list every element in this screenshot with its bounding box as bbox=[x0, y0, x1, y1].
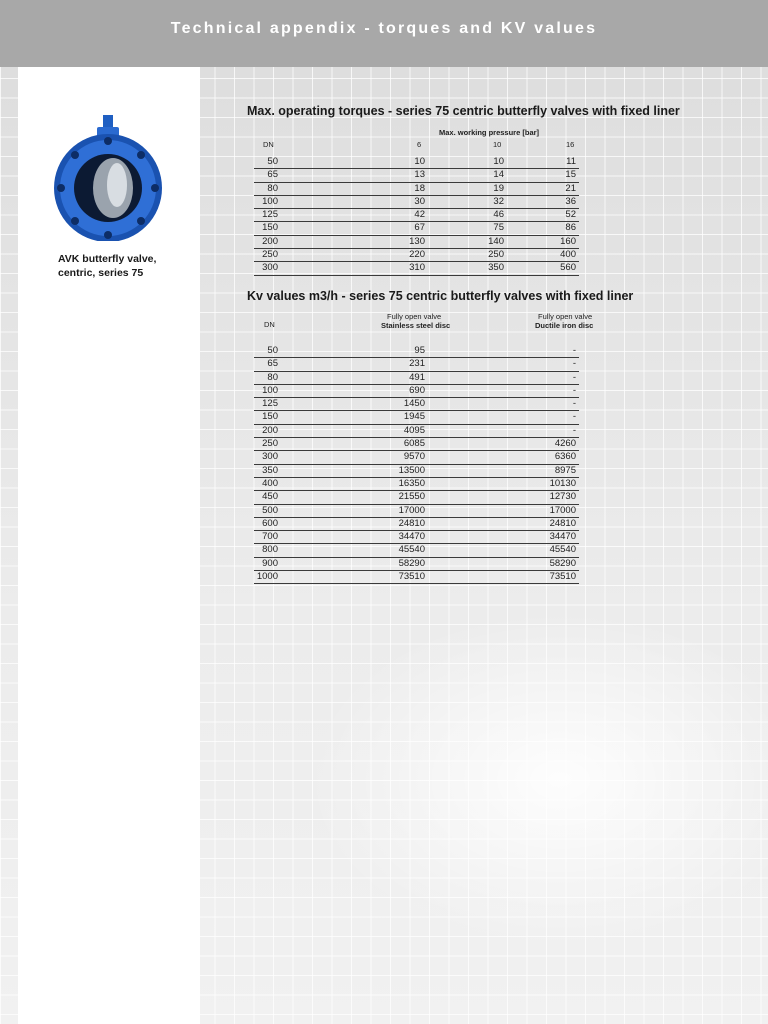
table-row bbox=[254, 438, 579, 451]
table-cell: 18 bbox=[414, 182, 425, 194]
table-cell: 30 bbox=[414, 195, 425, 207]
butterfly-valve-image bbox=[53, 115, 167, 241]
table-cell: 58290 bbox=[398, 557, 425, 569]
table-row bbox=[254, 156, 579, 169]
table-cell: 34470 bbox=[398, 531, 425, 543]
table-cell: - bbox=[572, 384, 576, 396]
table-cell: 600 bbox=[262, 517, 278, 529]
table-cell: 140 bbox=[488, 235, 504, 247]
table-cell: 52 bbox=[565, 209, 576, 221]
table-cell: 800 bbox=[262, 544, 278, 556]
table-cell: 45540 bbox=[549, 544, 576, 556]
table-cell: - bbox=[572, 358, 576, 370]
table-cell: 300 bbox=[262, 451, 278, 463]
kv-col2-bottom: Ductile iron disc bbox=[535, 321, 594, 330]
kv-table-title: Kv values m3/h - series 75 centric butterfly valves with fixed liner bbox=[247, 289, 634, 303]
table-cell: 80 bbox=[267, 371, 278, 383]
table-cell: 21 bbox=[565, 182, 576, 194]
table-row bbox=[254, 411, 579, 424]
table-cell: 65 bbox=[267, 169, 278, 181]
table-row bbox=[254, 345, 579, 358]
table-cell: 200 bbox=[262, 424, 278, 436]
table-cell: 100 bbox=[262, 195, 278, 207]
table-cell: 65 bbox=[267, 358, 278, 370]
table-cell: 250 bbox=[262, 438, 278, 450]
torque-col-6: 6 bbox=[417, 140, 422, 149]
kv-col-dn: DN bbox=[264, 320, 275, 329]
table-cell: 6360 bbox=[554, 451, 576, 463]
table-cell: 86 bbox=[565, 222, 576, 234]
table-cell: 14 bbox=[493, 169, 504, 181]
table-cell: 73510 bbox=[549, 571, 576, 583]
table-row bbox=[254, 478, 579, 491]
table-cell: 9570 bbox=[403, 451, 425, 463]
table-cell: 34470 bbox=[549, 531, 576, 543]
table-cell: 80 bbox=[267, 182, 278, 194]
table-cell: 24810 bbox=[398, 517, 425, 529]
caption-line-1: AVK butterfly valve, bbox=[58, 253, 157, 265]
table-cell: 300 bbox=[262, 262, 278, 274]
table-cell: - bbox=[572, 411, 576, 423]
table-row bbox=[254, 398, 579, 411]
table-cell: 13500 bbox=[398, 464, 425, 476]
table-cell: 17000 bbox=[398, 504, 425, 516]
table-cell: 350 bbox=[488, 262, 504, 274]
table-cell: 1000 bbox=[256, 571, 278, 583]
table-cell: 400 bbox=[262, 477, 278, 489]
table-cell: 1945 bbox=[403, 411, 425, 423]
table-cell: - bbox=[572, 398, 576, 410]
table-cell: 160 bbox=[560, 235, 576, 247]
table-row bbox=[254, 544, 579, 557]
table-cell: 67 bbox=[414, 222, 425, 234]
table-cell: 6085 bbox=[403, 438, 425, 450]
table-row bbox=[254, 531, 579, 544]
kv-col1-bottom: Stainless steel disc bbox=[381, 321, 451, 330]
table-cell: 21550 bbox=[398, 491, 425, 503]
table-cell: 1450 bbox=[403, 398, 425, 410]
table-cell: 500 bbox=[262, 504, 278, 516]
table-row bbox=[254, 236, 579, 249]
table-row bbox=[254, 183, 579, 196]
kv-col2-top: Fully open valve bbox=[538, 312, 593, 321]
caption-line-2: centric, series 75 bbox=[58, 267, 144, 279]
table-row bbox=[254, 249, 579, 262]
page-header bbox=[0, 0, 768, 67]
table-cell: 19 bbox=[493, 182, 504, 194]
table-cell: 58290 bbox=[549, 557, 576, 569]
torque-col-10: 10 bbox=[493, 140, 502, 149]
table-cell: 12730 bbox=[549, 491, 576, 503]
table-cell: 690 bbox=[409, 384, 425, 396]
table-cell: 45540 bbox=[398, 544, 425, 556]
table-cell: 310 bbox=[409, 262, 425, 274]
table-cell: 125 bbox=[262, 209, 278, 221]
table-row bbox=[254, 262, 579, 275]
torque-table bbox=[254, 156, 579, 276]
table-cell: 95 bbox=[414, 345, 425, 356]
table-cell: 4095 bbox=[403, 424, 425, 436]
torque-table-title: Max. operating torques - series 75 centric butterfly valves with fixed liner bbox=[247, 104, 680, 118]
table-row bbox=[254, 169, 579, 182]
table-cell: 125 bbox=[262, 398, 278, 410]
sidebar-panel bbox=[18, 67, 200, 1024]
valve-caption bbox=[58, 252, 198, 280]
table-cell: 50 bbox=[267, 345, 278, 356]
table-cell: 10130 bbox=[549, 477, 576, 489]
table-cell: 250 bbox=[262, 249, 278, 261]
table-cell: 250 bbox=[488, 249, 504, 261]
page-title: Technical appendix - torques and KV values bbox=[170, 20, 598, 37]
table-cell: 11 bbox=[566, 156, 576, 167]
table-row bbox=[254, 209, 579, 222]
table-cell: - bbox=[572, 345, 576, 356]
table-cell: 130 bbox=[409, 235, 425, 247]
table-cell: 42 bbox=[414, 209, 425, 221]
table-cell: 50 bbox=[267, 156, 278, 167]
table-row bbox=[254, 465, 579, 478]
table-cell: 36 bbox=[565, 195, 576, 207]
torque-col-dn: DN bbox=[263, 140, 274, 149]
table-cell: 32 bbox=[493, 195, 504, 207]
table-cell: 46 bbox=[493, 209, 504, 221]
table-cell: 560 bbox=[560, 262, 576, 274]
table-cell: 17000 bbox=[549, 504, 576, 516]
table-cell: 200 bbox=[262, 235, 278, 247]
table-row bbox=[254, 372, 579, 385]
table-row bbox=[254, 196, 579, 209]
table-row bbox=[254, 358, 579, 371]
table-cell: 15 bbox=[565, 169, 576, 181]
table-cell: 231 bbox=[409, 358, 425, 370]
table-cell: 8975 bbox=[554, 464, 576, 476]
table-cell: 10 bbox=[414, 156, 425, 167]
pressure-group-header: Max. working pressure [bar] bbox=[439, 128, 540, 137]
table-row bbox=[254, 558, 579, 571]
table-cell: 73510 bbox=[398, 571, 425, 583]
kv-table bbox=[254, 345, 579, 584]
table-cell: 150 bbox=[262, 411, 278, 423]
table-row bbox=[254, 505, 579, 518]
table-cell: 150 bbox=[262, 222, 278, 234]
table-cell: 4260 bbox=[554, 438, 576, 450]
torque-col-16: 16 bbox=[566, 140, 575, 149]
table-cell: 16350 bbox=[398, 477, 425, 489]
table-cell: 450 bbox=[262, 491, 278, 503]
table-cell: 75 bbox=[493, 222, 504, 234]
table-cell: 24810 bbox=[549, 517, 576, 529]
table-cell: 350 bbox=[262, 464, 278, 476]
table-cell: 100 bbox=[262, 384, 278, 396]
kv-col1-top: Fully open valve bbox=[387, 312, 442, 321]
table-cell: 700 bbox=[262, 531, 278, 543]
table-cell: 491 bbox=[409, 371, 425, 383]
table-cell: 10 bbox=[493, 156, 504, 167]
table-cell: 220 bbox=[409, 249, 425, 261]
table-row bbox=[254, 571, 579, 584]
table-row bbox=[254, 425, 579, 438]
table-cell: 400 bbox=[560, 249, 576, 261]
table-cell: - bbox=[572, 371, 576, 383]
table-row bbox=[254, 491, 579, 504]
table-row bbox=[254, 222, 579, 235]
table-row bbox=[254, 385, 579, 398]
table-cell: - bbox=[572, 424, 576, 436]
table-row bbox=[254, 451, 579, 464]
table-row bbox=[254, 518, 579, 531]
table-cell: 13 bbox=[414, 169, 425, 181]
table-cell: 900 bbox=[262, 557, 278, 569]
